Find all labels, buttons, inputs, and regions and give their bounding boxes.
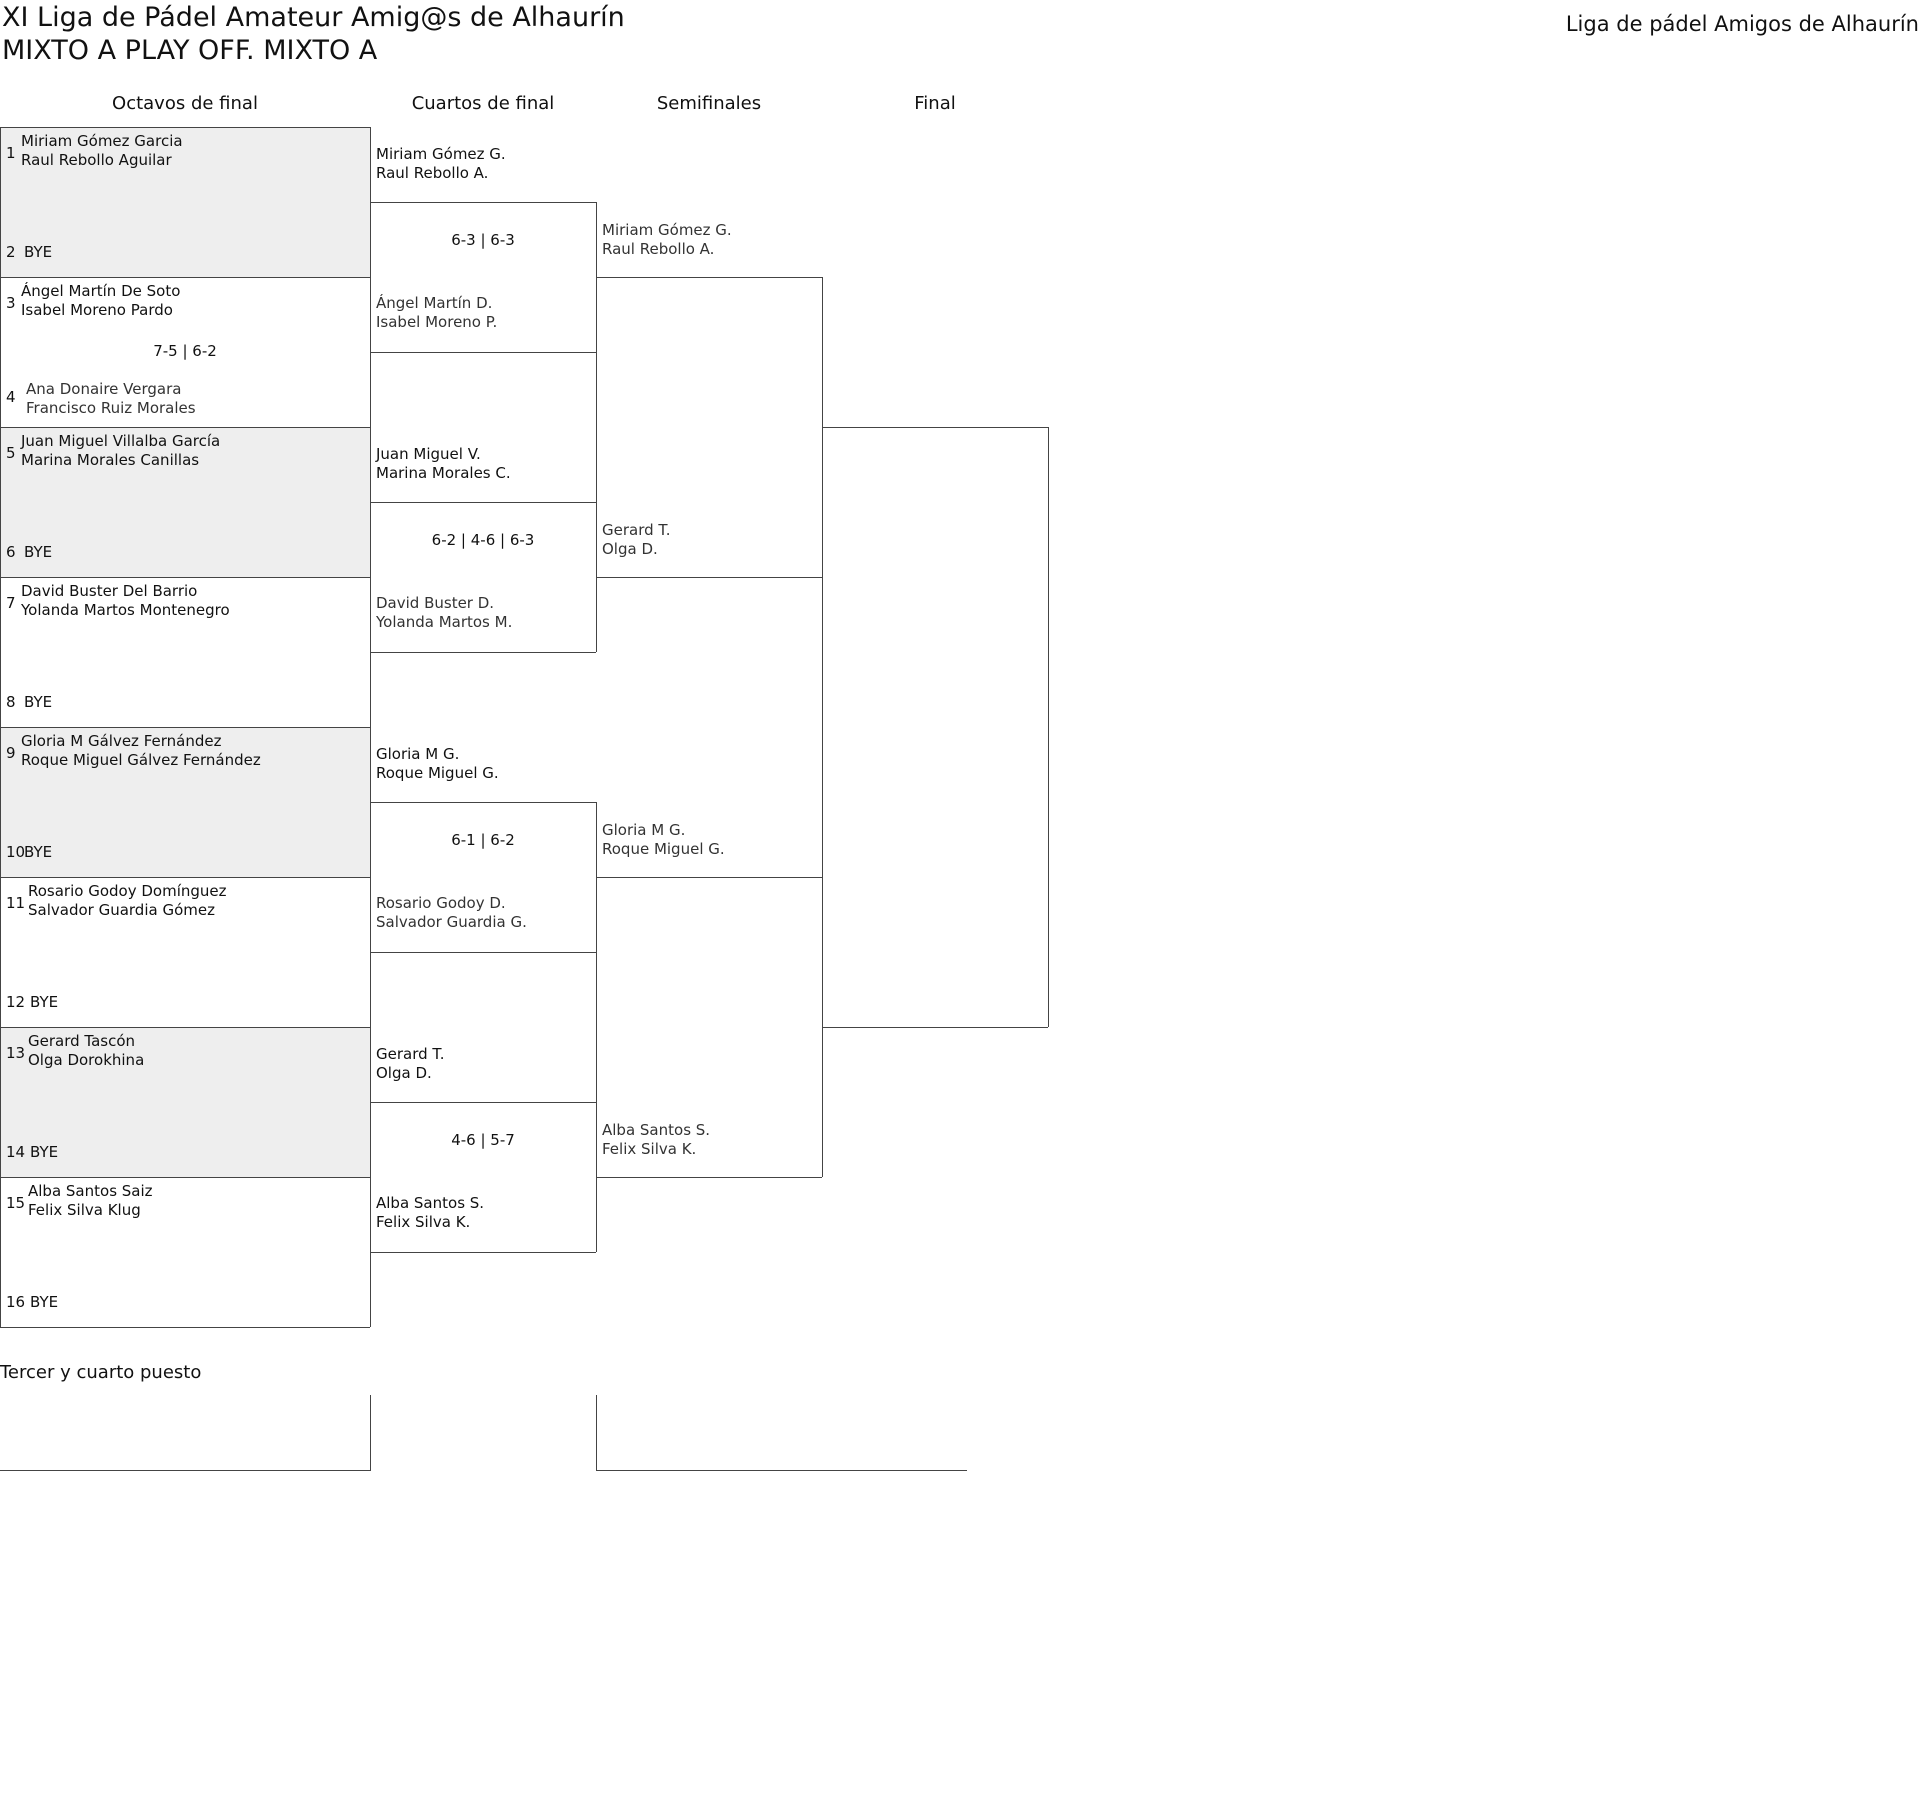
team-name: Felix Silva Klug	[28, 1201, 141, 1219]
round-header-semifinales: Semifinales	[656, 93, 762, 114]
team-name: David Buster D.	[376, 594, 495, 612]
cuartos-match-box	[370, 502, 371, 652]
octavos-match-box	[0, 427, 1, 577]
seed-number: 1	[6, 144, 16, 162]
bye-label: BYE	[30, 993, 59, 1011]
team-name: Roque Miguel Gálvez Fernández	[21, 751, 261, 769]
octavos-match-box	[0, 727, 370, 728]
bye-label: BYE	[24, 843, 53, 861]
seed-number: 9	[6, 744, 16, 762]
page-subtitle: MIXTO A PLAY OFF. MIXTO A	[2, 35, 378, 66]
third-place-line	[0, 1470, 371, 1471]
team-name: David Buster Del Barrio	[21, 582, 198, 600]
octavos-match-box	[0, 1177, 1, 1327]
team-name: Juan Miguel Villalba García	[21, 432, 221, 450]
team-name: Isabel Moreno P.	[376, 313, 498, 331]
final-match-box	[1048, 427, 1049, 1027]
round-header-cuartos: Cuartos de final	[411, 93, 555, 114]
semifinal-match-box	[596, 577, 822, 578]
final-match-box	[822, 427, 1048, 428]
octavos-match-box	[0, 1327, 370, 1328]
team-name: Ángel Martín D.	[376, 294, 493, 312]
seed-number: 3	[6, 294, 16, 312]
octavos-match-box	[0, 577, 370, 578]
bye-label: BYE	[30, 1293, 59, 1311]
bye-label: BYE	[24, 243, 53, 261]
cuartos-match-box	[370, 502, 596, 503]
cuartos-match-box	[370, 1102, 371, 1252]
team-name: Felix Silva K.	[376, 1213, 471, 1231]
seed-number: 8	[6, 693, 16, 711]
seed-number: 16	[6, 1293, 26, 1311]
semifinal-match-box	[596, 877, 822, 878]
third-place-title: Tercer y cuarto puesto	[0, 1362, 202, 1383]
team-name: Olga Dorokhina	[28, 1051, 145, 1069]
cuartos-match-box	[370, 352, 596, 353]
seed-number: 7	[6, 594, 16, 612]
team-name: Ana Donaire Vergara	[26, 380, 182, 398]
match-score: 6-3 | 6-3	[451, 231, 515, 249]
team-name: Ángel Martín De Soto	[21, 282, 181, 300]
octavos-match-box	[0, 577, 1, 727]
team-name: Roque Miguel G.	[602, 840, 725, 858]
seed-number: 11	[6, 894, 26, 912]
seed-number: 4	[6, 388, 16, 406]
team-name: Gloria M G.	[602, 821, 686, 839]
seed-number: 14	[6, 1143, 26, 1161]
seed-number: 10	[6, 843, 26, 861]
team-name: Miriam Gómez G.	[376, 145, 506, 163]
match-score: 6-2 | 4-6 | 6-3	[431, 531, 535, 549]
seed-number: 15	[6, 1194, 26, 1212]
team-name: Yolanda Martos Montenegro	[21, 601, 230, 619]
match-score: 4-6 | 5-7	[451, 1131, 515, 1149]
seed-number: 13	[6, 1044, 26, 1062]
team-name: Gerard T.	[376, 1045, 445, 1063]
team-name: Felix Silva K.	[602, 1140, 697, 1158]
team-name: Gerard Tascón	[28, 1032, 136, 1050]
team-name: Olga D.	[376, 1064, 432, 1082]
team-name: Gerard T.	[602, 521, 671, 539]
team-name: Isabel Moreno Pardo	[21, 301, 173, 319]
team-name: Olga D.	[602, 540, 658, 558]
team-name: Alba Santos Saiz	[28, 1182, 153, 1200]
team-name: Raul Rebollo A.	[602, 240, 715, 258]
bye-label: BYE	[30, 1143, 59, 1161]
team-name: Raul Rebollo A.	[376, 164, 489, 182]
octavos-match-box	[0, 877, 370, 878]
cuartos-match-box	[370, 802, 596, 803]
cuartos-match-box	[370, 802, 371, 952]
cuartos-match-box	[370, 1102, 596, 1103]
octavos-match-box	[0, 877, 1, 1027]
cuartos-match-box	[370, 202, 371, 352]
team-name: Salvador Guardia G.	[376, 913, 527, 931]
octavos-match-box	[0, 1027, 1, 1177]
team-name: Rosario Godoy Domínguez	[28, 882, 227, 900]
semifinal-match-box	[596, 277, 822, 278]
octavos-match-box	[0, 1027, 370, 1028]
team-name: Alba Santos S.	[376, 1194, 485, 1212]
cuartos-match-box	[370, 202, 596, 203]
third-place-line	[596, 1395, 597, 1470]
team-name: Gloria M G.	[376, 745, 460, 763]
team-name: Marina Morales Canillas	[21, 451, 200, 469]
team-name: Miriam Gómez Garcia	[21, 132, 183, 150]
semifinal-match-box	[596, 877, 597, 1177]
third-place-line	[596, 1470, 967, 1471]
octavos-match-box	[0, 277, 370, 278]
team-name: Roque Miguel G.	[376, 764, 499, 782]
cuartos-match-box	[370, 952, 596, 953]
cuartos-match-box	[370, 652, 596, 653]
seed-number: 6	[6, 543, 16, 561]
bye-label: BYE	[24, 543, 53, 561]
bye-label: BYE	[24, 693, 53, 711]
final-match-box	[822, 1027, 1048, 1028]
team-name: Gloria M Gálvez Fernández	[21, 732, 222, 750]
octavos-match-box	[0, 427, 370, 428]
octavos-match-box	[0, 1177, 370, 1178]
team-name: Raul Rebollo Aguilar	[21, 151, 172, 169]
match-score: 6-1 | 6-2	[451, 831, 515, 849]
team-name: Marina Morales C.	[376, 464, 511, 482]
team-name: Miriam Gómez G.	[602, 221, 732, 239]
round-header-octavos: Octavos de final	[112, 93, 258, 114]
team-name: Salvador Guardia Gómez	[28, 901, 215, 919]
team-name: Francisco Ruiz Morales	[26, 399, 196, 417]
seed-number: 5	[6, 444, 16, 462]
seed-number: 2	[6, 243, 16, 261]
match-score: 7-5 | 6-2	[153, 342, 217, 360]
team-name: Alba Santos S.	[602, 1121, 711, 1139]
final-match-box	[822, 427, 823, 1027]
page-title: XI Liga de Pádel Amateur Amig@s de Alhaurín	[2, 2, 625, 33]
octavos-match-box	[0, 127, 370, 128]
seed-number: 12	[6, 993, 26, 1011]
round-header-final: Final	[914, 93, 956, 114]
octavos-match-box	[0, 727, 1, 877]
organization-name: Liga de pádel Amigos de Alhaurín	[1565, 12, 1919, 36]
third-place-line	[370, 1395, 371, 1470]
semifinal-match-box	[596, 277, 597, 577]
team-name: Juan Miguel V.	[376, 445, 481, 463]
team-name: Rosario Godoy D.	[376, 894, 506, 912]
cuartos-match-box	[370, 1252, 596, 1253]
semifinal-match-box	[596, 1177, 822, 1178]
octavos-match-box	[0, 127, 1, 277]
team-name: Yolanda Martos M.	[376, 613, 513, 631]
